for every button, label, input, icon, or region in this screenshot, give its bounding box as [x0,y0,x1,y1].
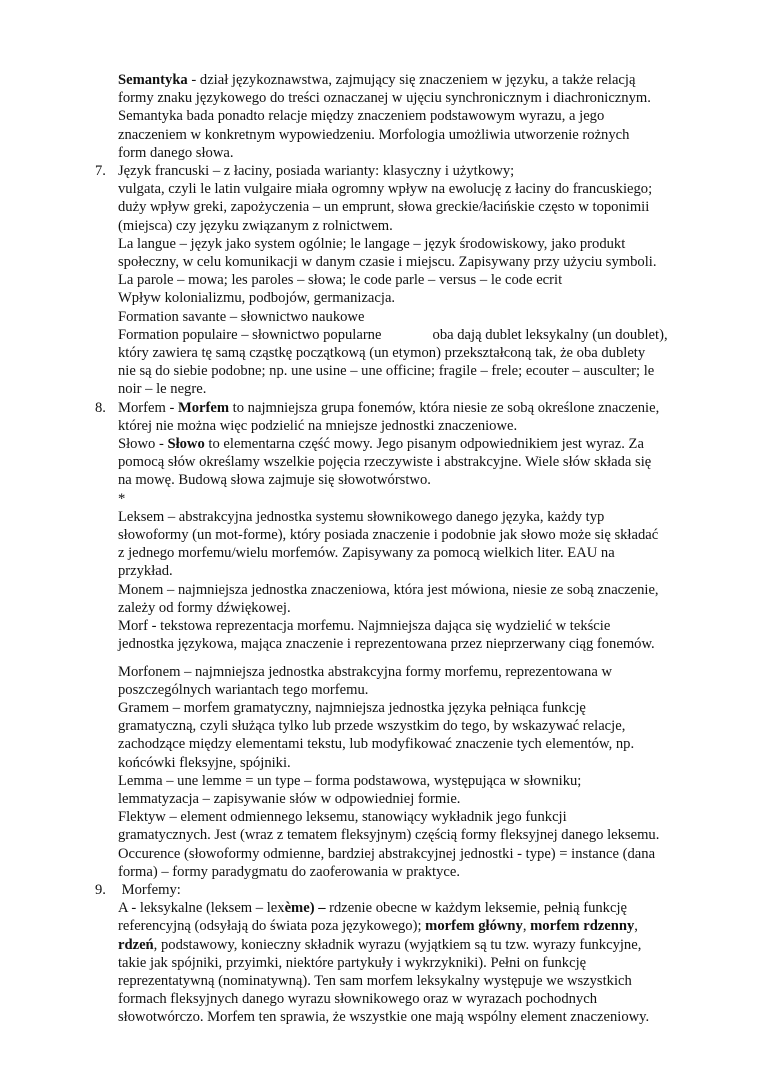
text-line: Semantyka - dział językoznawstwa, zajmujący się znaczeniem w języku, a także relacją [118,72,636,88]
text-line: formach fleksyjnych danego wyrazu słownikowego oraz w wyrazach pochodnych [118,991,597,1008]
text-line: noir – le negre. [118,381,207,398]
text-line: Leksem – abstrakcyjna jednostka systemu słownikowego danego języka, każdy typ [118,508,605,525]
text-line: La langue – język jako system ogólnie; le langage – język środowiskowy, jako produkt [118,235,626,252]
text-line: duży wpływ greki, zapożyczenia – un emprunt, słowa greckie/łacińskie często w toponimii [118,199,650,216]
text-line: społeczny, w celu komunikacji w danym czasie i miejscu. Zapisywany przy użyciu symboli. [118,254,657,271]
text-line: pomocą słów określamy wszelkie pojęcia rzeczywiste i abstrakcyjne. Wiele słów składa się [118,454,652,471]
text-line: zależy od formy dźwiękowej. [118,599,291,616]
text-line: nie są do siebie podobne; np. une usine – une officine; fragile – frele; ecouter – ausculter; le [118,363,655,380]
text-line: Occurence (słowoformy odmienne, bardziej abstrakcyjnej jednostki - type) = instance (dana [118,845,656,862]
text-line: forma) – formy paradygmatu do zaoferowania w praktyce. [118,863,460,880]
text-line: zachodzące między elementami tekstu, lub modyfikować znaczenie tych elementów, np. [118,736,635,753]
text-line: Morf - tekstowa reprezentacja morfemu. Najmniejsza dająca się wydzielić w tekście [118,618,611,635]
text-line: (miejsca) czy języku związanym z rolnictwem. [118,217,393,234]
text-line: przykład. [118,563,173,580]
text-line: Flektyw – element odmiennego leksemu, stanowiący wykładnik jego funkcji [118,809,567,826]
semantyka-paragraph [118,71,718,162]
text-line: z jednego morfemu/wielu morfemów. Zapisywany za pomocą wielkich liter. EAU na [118,545,615,562]
text-line: lemmatyzacja – zapisywanie słów w odpowiedniej formie. [118,790,461,807]
text-line: Język francuski – z łaciny, posiada warianty: klasyczny i użytkowy; [118,163,515,180]
text-line: rdzeń, podstawowy, konieczny składnik wyrazu (wyjątkiem są tu tzw. wyrazy funkcyjne, [118,936,642,953]
text-line: takie jak spójniki, przyimki, niektóre partykuły i wykrzykniki). Pełni on funkcję [118,954,587,971]
term-semantyka: Semantyka [118,72,188,88]
text-line: form danego słowa. [118,144,234,161]
list-number: 8. [95,399,106,416]
document-body [95,71,718,1027]
term-slowo: Słowo [167,436,205,453]
term-morfem-rdzenny: morfem rdzenny [530,918,635,935]
text-line: który zawiera tę samą cząstkę początkową (un etymon) przekształconą tak, że oba dublety [118,345,646,362]
text-line: Lemma – une lemme = un type – forma podstawowa, występująca w słowniku; [118,772,582,789]
text-line: której nie można więc podzielić na mniejsze jednostki znaczeniowe. [118,417,518,434]
text-line: Morfem - Morfem to najmniejsza grupa fonemów, która niesie ze sobą określone znaczenie, [118,399,660,416]
text-line: gramatycznych. Jest (wraz z tematem fleksyjnym) częścią formy fleksyjnej danego leksemu. [118,827,660,844]
text-line: Formation populaire – słownictwo popularne oba dają dublet leksykalny (un doublet), [118,326,668,343]
text-line: La parole – mowa; les paroles – słowa; le code parle – versus – le code ecrit [118,272,563,289]
separator-asterisk: * [118,490,126,507]
text-line: Gramem – morfem gramatyczny, najmniejsza jednostka języka pełniąca funkcję [118,699,586,716]
text-line: Wpływ kolonializmu, podbojów, germanizacja. [118,290,396,307]
text-line: A - leksykalne (leksem – lexème) – rdzenie obecne w każdym leksemie, pełnią funkcję [118,900,627,917]
list-item-7 [95,162,718,399]
text-line: słowotwórczo. Morfem ten sprawia, że wszystkie one mają wspólny element znaczeniowy. [118,1009,650,1026]
text-line: reprezentatywną (nominatywną). Ten sam morfem leksykalny występuje we wszystkich [118,972,632,989]
text-line: gramatyczną, czyli służąca tylko lub przede wszystkim do tego, by wskazywać relacje, [118,718,626,735]
text-line: Słowo - Słowo to elementarna część mowy. Jego pisanym odpowiednikiem jest wyraz. Za [118,436,644,453]
text-line: formy znaku językowego do treści oznaczanej w ujęciu synchronicznym i diachronicznym. [118,90,651,107]
text-line: na mowę. Budową słowa zajmuje się słowotwórstwo. [118,472,431,489]
text-line: końcówki fleksyjne, spójniki. [118,754,291,771]
text-line: vulgata, czyli le latin vulgaire miała ogromny wpływ na ewolucję z łaciny do francuskiego; [118,181,653,198]
text-line: Monem – najmniejsza jednostka znaczeniowa, która jest mówiona, niesie ze sobą znaczenie, [118,581,659,598]
text-line: jednostka językowa, mająca znaczenie i reprezentowana przez nieprzerwany ciąg fonemów. [118,636,655,653]
section-heading: Morfemy: [118,881,181,898]
text-line: Semantyka bada ponadto relacje między znaczeniem podstawowym wyrazu, a jego [118,108,605,125]
list-item-8 [95,399,718,881]
text-line: referencyjną (odsyłają do świata poza językowego); morfem główny, morfem rdzenny, [118,918,638,935]
term-rdzen: rdzeń [118,936,154,953]
text-line: poszczególnych wariantach tego morfemu. [118,681,369,698]
text-line: znaczeniem w konkretnym wypowiedzeniu. Morfologia umożliwia utworzenie rożnych [118,126,630,143]
list-item-9 [95,881,718,1027]
text-line: Morfonem – najmniejsza jednostka abstrakcyjna formy morfemu, reprezentowana w [118,663,612,680]
paragraph-gap [118,654,718,663]
text-line: słowoformy (un mot-forme), który posiada znaczenie i podobnie jak słowo może się składać [118,527,659,544]
list-number: 7. [95,163,106,180]
text-line: Formation savante – słownictwo naukowe [118,308,365,325]
term-morfem: Morfem [177,399,230,416]
list-number: 9. [95,881,106,898]
term-morfem-glowny: morfem główny [425,918,523,935]
